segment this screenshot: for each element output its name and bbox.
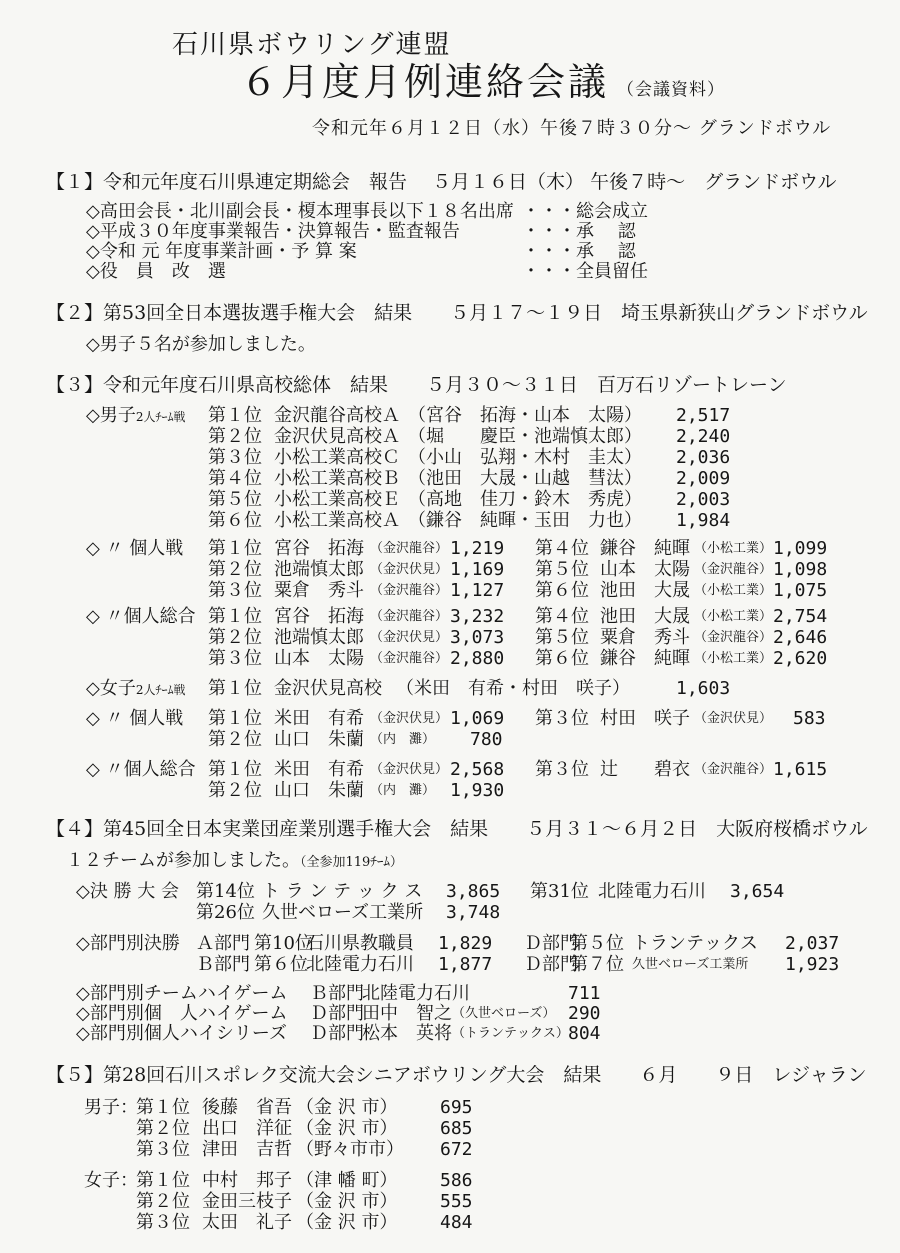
meeting-datetime: 令和元年６月１２日（水）午後７時３０分～ グランドボウル	[312, 118, 832, 139]
boys-team-members: （堀 慶臣・池端慎太郎）	[408, 426, 642, 447]
s1-item: ◇役 員 改 選	[86, 261, 226, 282]
boys-team-name: 小松工業高校Ｅ	[274, 489, 400, 510]
senior-city: （金 沢 市）	[296, 1212, 398, 1233]
boys-team-members: （池田 大晟・山越 彗汰）	[408, 468, 642, 489]
boys-team-name: 小松工業高校Ｃ	[274, 447, 400, 468]
girls-team-name: 金沢伏見高校	[274, 678, 382, 699]
result-school: （金沢龍谷）	[694, 630, 773, 645]
final-team: 北陸電力石川	[598, 881, 706, 902]
boys-team-members: （宮谷 拓海・山本 太陽）	[408, 405, 642, 426]
senior-name: 中村 邦子	[202, 1170, 292, 1191]
men-label: 男子：	[84, 1097, 138, 1118]
high-note: （久世ベローズ）	[452, 1006, 556, 1021]
result-name: 池端慎太郎	[274, 627, 364, 648]
final-label: ◇決 勝 大 会	[76, 881, 180, 902]
boys-team-rank: 第６位	[208, 510, 262, 531]
result-school: （金沢龍谷）	[370, 583, 449, 598]
result-name: 宮谷 拓海	[274, 538, 364, 559]
result-score: 2,568	[450, 759, 505, 780]
final-team: 久世ベローズ工業所	[262, 902, 424, 923]
result-score: 2,620	[773, 648, 828, 669]
senior-rank: 第１位	[136, 1170, 190, 1191]
senior-city: （金 沢 市）	[296, 1118, 398, 1139]
s1-item: ◇平成３０年度事業報告・決算報告・監査報告	[86, 221, 460, 242]
senior-city: （野々市市）	[296, 1139, 404, 1160]
div-team: 石川県教職員	[306, 933, 414, 954]
result-rank: 第１位	[208, 708, 262, 729]
result-name: 池端慎太郎	[274, 559, 364, 580]
s4-note-text: １２チームが参加しました。	[66, 850, 300, 871]
boys-team-score: 1,984	[676, 510, 731, 531]
boys-team-name: 小松工業高校Ｂ	[274, 468, 400, 489]
final-rank: 第31位	[530, 881, 589, 902]
girls-team-label-text: ◇女子	[86, 678, 136, 699]
result-name: 村田 咲子	[600, 708, 690, 729]
senior-name: 後藤 省吾	[202, 1097, 292, 1118]
senior-rank: 第３位	[136, 1139, 190, 1160]
div-team: 久世ベローズ工業所	[632, 957, 749, 972]
div-rank: 第10位	[254, 933, 313, 954]
title-text: ６月度月例連絡会議	[240, 60, 610, 104]
div-rank: 第５位	[570, 933, 624, 954]
page-title	[240, 60, 725, 106]
final-score: 3,748	[446, 902, 501, 923]
result-rank: 第６位	[535, 648, 589, 669]
result-score: 1,169	[450, 559, 505, 580]
section-5-heading: 【５】第28回石川スポレク交流大会シニアボウリング大会 結果 ６月 ９日 レジャラン	[46, 1064, 867, 1086]
high-name: 松本 英将	[362, 1023, 452, 1044]
result-name: 山本 太陽	[600, 559, 690, 580]
senior-score: 695	[440, 1097, 473, 1118]
result-score: 1,099	[773, 538, 828, 559]
section-3-heading: 【３】令和元年度石川県高校総体 結果 ５月３０～３１日 百万石リゾートレーン	[46, 374, 787, 396]
result-rank: 第６位	[535, 580, 589, 601]
div-score: 2,037	[785, 933, 840, 954]
section-1-heading: 【１】令和元年度石川県連定期総会 報告 ５月１６日（木） 午後７時～ グランドボウル	[46, 171, 837, 193]
boys-team-score: 2,003	[676, 489, 731, 510]
senior-rank: 第２位	[136, 1191, 190, 1212]
high-name: 北陸電力石川	[362, 983, 470, 1004]
senior-name: 金田三枝子	[202, 1191, 292, 1212]
senior-score: 672	[440, 1139, 473, 1160]
result-school: （内 灘）	[370, 732, 436, 747]
senior-score: 685	[440, 1118, 473, 1139]
result-name: 米田 有希	[274, 708, 364, 729]
boys-team-name: 金沢伏見高校Ａ	[274, 426, 400, 447]
high-div: Ｄ部門	[310, 1003, 364, 1024]
high-score: 711	[568, 983, 601, 1004]
result-rank: 第３位	[208, 648, 262, 669]
result-school: （金沢龍谷）	[370, 609, 449, 624]
high-note: （トランテックス）	[452, 1026, 569, 1041]
s2-note: ◇男子５名が参加しました。	[86, 334, 316, 355]
girls-team-members: （米田 有希・村田 咲子）	[396, 678, 630, 699]
result-rank: 第４位	[535, 606, 589, 627]
result-score: 780	[470, 729, 503, 750]
s1-item: ◇令和 元 年度事業計画・予 算 案	[86, 241, 357, 262]
result-score: 2,880	[450, 648, 505, 669]
high-label: ◇部門別個人ハイシリーズ	[76, 1023, 287, 1044]
senior-rank: 第１位	[136, 1097, 190, 1118]
boys-team-score: 2,036	[676, 447, 731, 468]
s1-item-result: ・・・総会成立	[522, 201, 648, 222]
result-name: 粟倉 秀斗	[600, 627, 690, 648]
boys-team-members: （小山 弘翔・木村 圭太）	[408, 447, 642, 468]
result-score: 2,646	[773, 627, 828, 648]
result-rank: 第４位	[535, 538, 589, 559]
result-school: （金沢龍谷）	[370, 651, 449, 666]
result-school: （金沢伏見）	[370, 762, 449, 777]
s1-item-result: ・・・全員留任	[522, 261, 648, 282]
result-name: 池田 大晟	[600, 606, 690, 627]
boys-team-label	[86, 405, 185, 427]
girls-ind-label: ◇ 〃 個人戦	[86, 708, 184, 729]
high-name: 田中 智之	[362, 1003, 452, 1024]
div-team: トランテックス	[632, 933, 758, 954]
div-score: 1,923	[785, 954, 840, 975]
result-score: 1,098	[773, 559, 828, 580]
s1-item: ◇高田会長・北川副会長・榎本理事長以下１８名出席	[86, 201, 514, 222]
final-score: 3,654	[730, 881, 785, 902]
result-school: （小松工業）	[694, 583, 773, 598]
result-name: 粟倉 秀斗	[274, 580, 364, 601]
boys-team-rank: 第５位	[208, 489, 262, 510]
high-label: ◇部門別個 人ハイゲーム	[76, 1003, 288, 1024]
result-name: 鎌谷 純暉	[600, 648, 690, 669]
s1-item-result: ・・・承 認	[522, 221, 636, 242]
result-name: 池田 大晟	[600, 580, 690, 601]
result-score: 1,075	[773, 580, 828, 601]
boys-team-members: （高地 佳刀・鈴木 秀虎）	[408, 489, 642, 510]
result-school: （小松工業）	[694, 541, 773, 556]
title-suffix: （会議資料）	[617, 80, 726, 100]
section-2-heading: 【２】第53回全日本選抜選手権大会 結果 ５月１７～１９日 埼玉県新狭山グランドボウル	[46, 302, 868, 324]
girls-team-rank: 第１位	[208, 678, 262, 699]
result-name: 山口 朱蘭	[274, 729, 364, 750]
div-name: Ａ部門	[196, 933, 250, 954]
s1-item-result: ・・・承 認	[522, 241, 636, 262]
boys-team-score: 2,240	[676, 426, 731, 447]
result-score: 2,754	[773, 606, 828, 627]
result-name: 鎌谷 純暉	[600, 538, 690, 559]
result-rank: 第３位	[208, 580, 262, 601]
result-score: 3,232	[450, 606, 505, 627]
result-school: （金沢龍谷）	[370, 541, 449, 556]
result-rank: 第２位	[208, 559, 262, 580]
senior-name: 太田 礼子	[202, 1212, 292, 1233]
result-name: 米田 有希	[274, 759, 364, 780]
result-score: 1,930	[450, 780, 505, 801]
result-school: （金沢伏見）	[370, 711, 449, 726]
senior-rank: 第２位	[136, 1118, 190, 1139]
result-score: 1,127	[450, 580, 505, 601]
div-name: Ｄ部門	[524, 954, 578, 975]
boys-team-label-text: ◇男子	[86, 405, 136, 426]
result-school: （金沢龍谷）	[694, 762, 773, 777]
result-score: 583	[793, 708, 826, 729]
high-div: Ｂ部門	[310, 983, 364, 1004]
final-score: 3,865	[446, 881, 501, 902]
senior-score: 484	[440, 1212, 473, 1233]
senior-name: 津田 吉哲	[202, 1139, 292, 1160]
girls-team-score: 1,603	[676, 678, 731, 699]
senior-city: （金 沢 市）	[296, 1097, 398, 1118]
result-school: （小松工業）	[694, 609, 773, 624]
senior-city: （津 幡 町）	[296, 1170, 398, 1191]
senior-score: 555	[440, 1191, 473, 1212]
result-rank: 第１位	[208, 759, 262, 780]
boys-ind-label: ◇ 〃 個人戦	[86, 538, 184, 559]
result-rank: 第２位	[208, 729, 262, 750]
boys-team-score: 2,009	[676, 468, 731, 489]
senior-rank: 第３位	[136, 1212, 190, 1233]
result-school: （金沢伏見）	[694, 711, 773, 726]
result-name: 辻 碧衣	[600, 759, 690, 780]
org-name: 石川県ボウリング連盟	[172, 30, 452, 60]
high-score: 290	[568, 1003, 601, 1024]
result-score: 1,219	[450, 538, 505, 559]
boys-team-score: 2,517	[676, 405, 731, 426]
boys-team-name: 小松工業高校Ａ	[274, 510, 400, 531]
boys-team-rank: 第１位	[208, 405, 262, 426]
div-name: Ｂ部門	[196, 954, 250, 975]
div-rank: 第７位	[570, 954, 624, 975]
result-school: （小松工業）	[694, 651, 773, 666]
result-school: （金沢伏見）	[370, 562, 449, 577]
boys-team-rank: 第３位	[208, 447, 262, 468]
final-team: ト ラ ン テ ッ ク ス	[262, 881, 423, 902]
result-rank: 第３位	[535, 708, 589, 729]
result-school: （金沢伏見）	[370, 630, 449, 645]
result-school: （金沢龍谷）	[694, 562, 773, 577]
boys-team-rank: 第２位	[208, 426, 262, 447]
result-name: 山口 朱蘭	[274, 780, 364, 801]
div-name: Ｄ部門	[524, 933, 578, 954]
senior-score: 586	[440, 1170, 473, 1191]
div-score: 1,829	[438, 933, 493, 954]
result-score: 3,073	[450, 627, 505, 648]
div-score: 1,877	[438, 954, 493, 975]
result-rank: 第２位	[208, 627, 262, 648]
div-label: ◇部門別決勝	[76, 933, 180, 954]
boys-team-label-small: 2人ﾁｰﾑ戦	[135, 410, 186, 424]
girls-team-label-small: 2人ﾁｰﾑ戦	[135, 683, 186, 697]
result-rank: 第１位	[208, 538, 262, 559]
result-school: （内 灘）	[370, 783, 436, 798]
boys-team-rank: 第４位	[208, 468, 262, 489]
final-rank: 第14位	[196, 881, 255, 902]
boys-team-name: 金沢龍谷高校Ａ	[274, 405, 400, 426]
result-rank: 第３位	[535, 759, 589, 780]
girls-team-label	[86, 678, 185, 700]
s4-note	[66, 850, 403, 872]
final-rank: 第26位	[196, 902, 255, 923]
girls-all-label: ◇ 〃個人総合	[86, 759, 196, 780]
result-rank: 第５位	[535, 559, 589, 580]
section-4-heading: 【４】第45回全日本実業団産業別選手権大会 結果 ５月３１～６月２日 大阪府桜橋ボウル	[46, 818, 868, 840]
boys-all-label: ◇ 〃個人総合	[86, 606, 196, 627]
high-div: Ｄ部門	[310, 1023, 364, 1044]
high-label: ◇部門別チームハイゲーム	[76, 983, 288, 1004]
result-rank: 第５位	[535, 627, 589, 648]
s4-note-small: （全参加119ﾁｰﾑ）	[300, 855, 403, 870]
result-name: 宮谷 拓海	[274, 606, 364, 627]
result-rank: 第２位	[208, 780, 262, 801]
result-score: 1,069	[450, 708, 505, 729]
boys-team-members: （鎌谷 純暉・玉田 力也）	[408, 510, 642, 531]
div-team: 北陸電力石川	[306, 954, 414, 975]
result-score: 1,615	[773, 759, 828, 780]
senior-city: （金 沢 市）	[296, 1191, 398, 1212]
result-name: 山本 太陽	[274, 648, 364, 669]
div-rank: 第６位	[254, 954, 308, 975]
senior-name: 出口 洋征	[202, 1118, 292, 1139]
women-label: 女子：	[84, 1170, 138, 1191]
result-rank: 第１位	[208, 606, 262, 627]
high-score: 804	[568, 1023, 601, 1044]
